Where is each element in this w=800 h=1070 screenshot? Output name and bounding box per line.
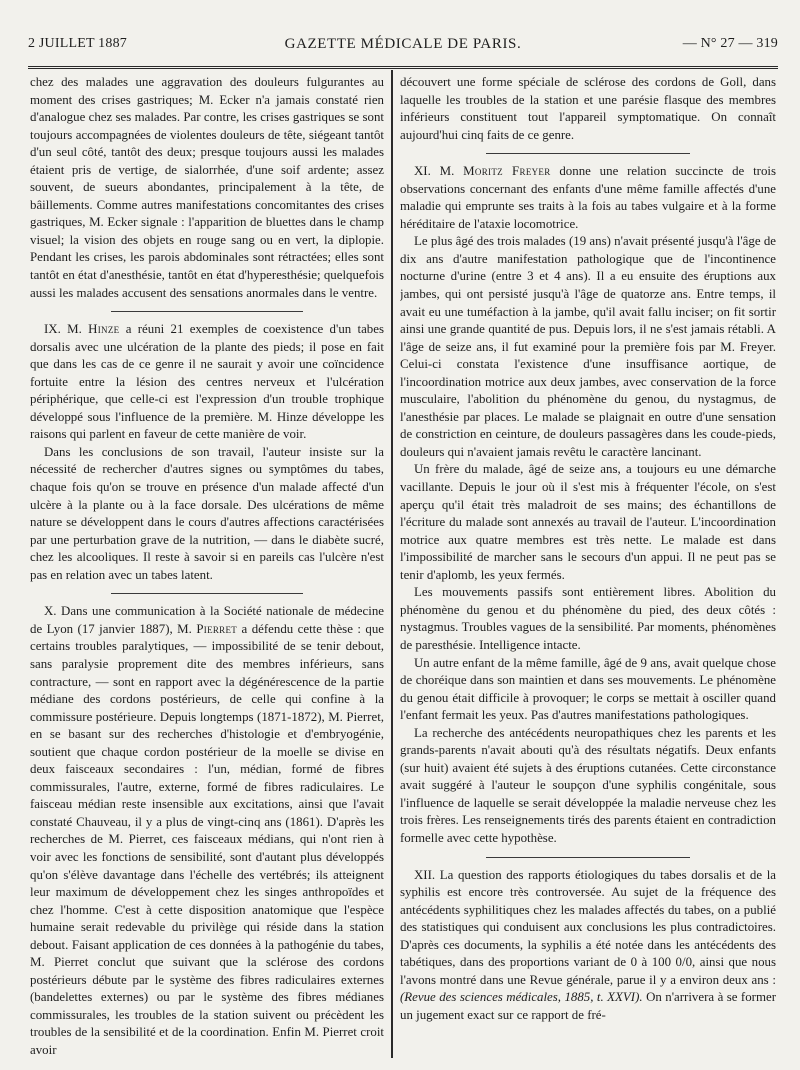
section-ix-lead: IX. M. bbox=[44, 322, 82, 337]
paragraph-case-two: Un frère du malade, âgé de seize ans, a toujours eu une démarche vacillante. Depuis le jour où il s'est mis à fréquenter l'école, on s'est aperçu qu'il était très maladroit de ses mains; des échantillons de l'écriture du malade sont annexés au travail de l'auteur. L'incoordination motrice aux quatre membres est très nette. Le malade est dans l'impossibilité de marcher sans le secours d'un appui. Il ne peut pas se tenir d'aplomb, les yeux fermés. bbox=[400, 462, 776, 582]
section-divider bbox=[111, 593, 302, 594]
header-rule bbox=[28, 66, 778, 69]
citation-revue: (Revue des sciences médicales, 1885, t. XXVI). bbox=[400, 990, 643, 1005]
right-column bbox=[400, 74, 776, 1058]
paragraph-ix-hinze bbox=[30, 321, 384, 444]
left-column bbox=[30, 74, 384, 1058]
header-date: 2 JUILLET 1887 bbox=[28, 36, 127, 51]
section-x-lead: X. Dans une communication à la Société nationale de médecine de Lyon (17 janvier 1887), M. bbox=[30, 604, 384, 636]
paragraph-ecker: chez des malades une aggravation des douleurs fulgurantes au moment des crises gastriques; M. Ecker n'a jamais constaté rien d'analogue chez ses malades. Par contre, les crises gastriques se sont toujours accompagnées de violentes douleurs de tête, siégeant tantôt d'un seul côté, tantôt des deux; presque toujours aussi les malades étaient pris de vertige, de sialorrhée, d'une soif ardente; assez souvent, de sueurs abondantes, principalement à la tête, de bâillements. Comme autres manifestations concomitantes des crises gastriques, M. Ecker signale : l'apparition de bluettes dans le champ visuel; la vision des objets en rouge sang ou en vert, la diplopie. Pendant les crises, les parois abdominales sont rétractées; elles sont tantôt en état d'anesthésie, tantôt en état d'hyperesthésie; quelquefois aussi les malades accusent des sensations anormales dans le ventre. bbox=[30, 75, 384, 300]
paragraph-xi-freyer bbox=[400, 163, 776, 233]
column-rule bbox=[391, 70, 393, 1058]
section-x-text: a défendu cette thèse : que certains troubles paralytiques, — impossibilité de se tenir debout, sans paralysie proprement dite des membres inférieurs, sans contracture, — sont en rapport avec la dégénérescence de la partie médiane des cordons postérieurs, de celle qui confine à la commissure postérieure. Depuis longtemps (1871-1872), M. Pierret, en se basant sur des recherches d'histologie et d'embryogénie, soutient que chaque cordon postérieur de la moelle se divise en deux faisceaux secondaires : l'un, médian, formé de fibres commissurales, l'autre, externe, formé de fibres radiculaires. Le faisceau médian reste insensible aux excitations, ainsi que l'avait constaté Chauveau, il y a plus de vingt-cinq ans (1861). D'après les recherches de M. Pierret, ces faisceaux médians, qui n'ont rien à voir avec les fonctions de sensibilité, sont d'autant plus développés qu'on s'élève davantage dans l'échelle des vertébrés; ils atteignent leur maximum de développement chez les singes anthropoïdes et chez l'homme. C'est à cette disposition anatomique que l'espèce humaine serait redevable du privilège qui réside dans la station debout. Faisant application de ces données à la pathogénie du tabes, M. Pierret conclut que suivant que la sclérose des cordons postérieurs débute par le système des fibres radiculaires externes (bandelettes externes) ou par le système des fibres médianes commissurales, les troubles de la station suivent ou précèdent les troubles de la sensibilité et de la coordination. Enfin M. Pierret croit avoir bbox=[30, 621, 384, 1057]
paragraph-case-one: Le plus âgé des trois malades (19 ans) n'avait présenté jusqu'à l'âge de dix ans d'autre manifestation pathologique que de l'incontinence nocturne d'urine (entre 3 et 4 ans). Il a eu ensuite des éruptions aux jambes, qui ont persisté jusqu'à l'âge de quatorze ans. Entre temps, il avait eu une tuméfaction à la jambe, qu'il avait fallu inciser; on fit sortir ainsi une grande quantité de pus. Depuis lors, il ne s'est jamais rétabli. A l'âge de seize ans, il fut examiné pour la première fois par M. Freyer. Celui-ci constata l'existence d'une insuffisance aortique, de l'incoordination motrice aux deux jambes, avec conservation de la force musculaire, l'abolition du phénomène du genou, du nystagmus, de l'anesthésie par places. Le malade se plaignait en outre d'une sensation de constriction en ceinture, de douleurs passagères dans les coude-pieds, douleurs qui n'avaient jamais revêtu le caractère lancinant. bbox=[400, 234, 776, 459]
section-xii-end: On n'arrivera à se former un jugement exact sur ce rapport de fré- bbox=[400, 990, 776, 1022]
paragraph-antecedents: La recherche des antécédents neuropathiques chez les parents et les grands-parents n'avait abouti qu'à des résultats négatifs. Deux enfants (sur huit) avaient été sujets à des éruptions cutanées. Cette circonstance avait suggéré à l'auteur le soupçon d'une syphilis congénitale, sous l'influence de laquelle se serait développée la maladie nerveuse chez les trois frères. Les renseignements tirés des parents étaient en contradiction formelle avec cette hypothèse. bbox=[400, 725, 776, 845]
author-freyer: Moritz Freyer bbox=[463, 164, 551, 179]
journal-title: GAZETTE MÉDICALE DE PARIS. bbox=[284, 36, 522, 52]
paragraph-case-three: Un autre enfant de la même famille, âgé de 9 ans, avait quelque chose de choréique dans son maintien et dans ses mouvements. Le phénomène du genou était difficile à provoquer; le corps se mettait à osciller quand l'enfant fermait les yeux. Pas d'autres manifestations pathologiques. bbox=[400, 655, 776, 723]
section-divider bbox=[111, 311, 302, 312]
author-hinze: Hinze bbox=[88, 322, 120, 337]
paragraph-passive-movements: Les mouvements passifs sont entièrement libres. Abolition du phénomène du genou et du phénomène du pied, des deux côtés : nystagmus. Troubles vagues de la sensibilité. Par moments, phénomènes de paresthésie. Intelligence intacte. bbox=[400, 585, 776, 652]
paragraph-xii-syphilis bbox=[400, 867, 776, 1025]
paragraph-hinze-conclusions: Dans les conclusions de son travail, l'auteur insiste sur la nécessité de rechercher d'autres signes ou symptômes du tabes, chaque fois qu'on se trouve en présence d'un malade affecté d'un ulcère à la plante ou à la face dorsale. Des ulcérations de même nature se développent dans le cours d'autres affections caractérisées par une perturbation grave de la nutrition, — dans le diabète sucré, chez les alcooliques. Il reste à savoir si en pareils cas l'ulcère n'est pas en relation avec un tabes latent. bbox=[30, 444, 384, 582]
paragraph-x-pierret bbox=[30, 603, 384, 1058]
page-header bbox=[28, 36, 778, 58]
author-pierret: Pierret bbox=[196, 621, 238, 636]
section-xi-lead: XI. M. bbox=[414, 164, 455, 179]
section-xi-text: donne une relation succincte de trois observations concernant des enfants d'une même famille affectés d'une maladie qui emprunte ses traits à la fois au tabes vulgaire et à la forme héréditaire de l'ataxie locomotrice. bbox=[400, 164, 776, 231]
section-xii-text: XII. La question des rapports étiologiques du tabes dorsalis et de la syphilis est encore très controversée. Au sujet de la fréquence des antécédents syphilitiques chez les malades affectés du tabes, on a publié des statistiques qui conduisent aux conclusions les plus contradictoires. D'après ces documents, la syphilis a été notée dans les antécédents des tabétiques, dans des proportions variant de 0 à 100 0/0, ainsi que nous l'avons montré dans une Revue générale, parue il y a environ deux ans : bbox=[400, 867, 776, 987]
paragraph-goll: découvert une forme spéciale de sclérose des cordons de Goll, dans laquelle les troubles de la station et une parésie flasque des membres inférieurs constituent tout l'appareil symptomatique. On connaît aujourd'hui cinq faits de ce genre. bbox=[400, 75, 776, 142]
section-divider bbox=[486, 857, 689, 858]
section-ix-text: a réuni 21 exemples de coexistence d'un tabes dorsalis avec une ulcération de la plante des pieds; il pose en fait que dans les cas de ce genre il ne saurait y avoir une coïncidence fortuite entre la lésion des centres nerveux et l'ulcération périphérique, que celle-ci est l'expression d'un trouble trophique développé sous l'influence de la première. M. Hinze développe les raisons qui parlent en faveur de cette manière de voir. bbox=[30, 322, 384, 442]
page-number: — N° 27 — 319 bbox=[682, 36, 778, 51]
section-divider bbox=[486, 153, 689, 154]
